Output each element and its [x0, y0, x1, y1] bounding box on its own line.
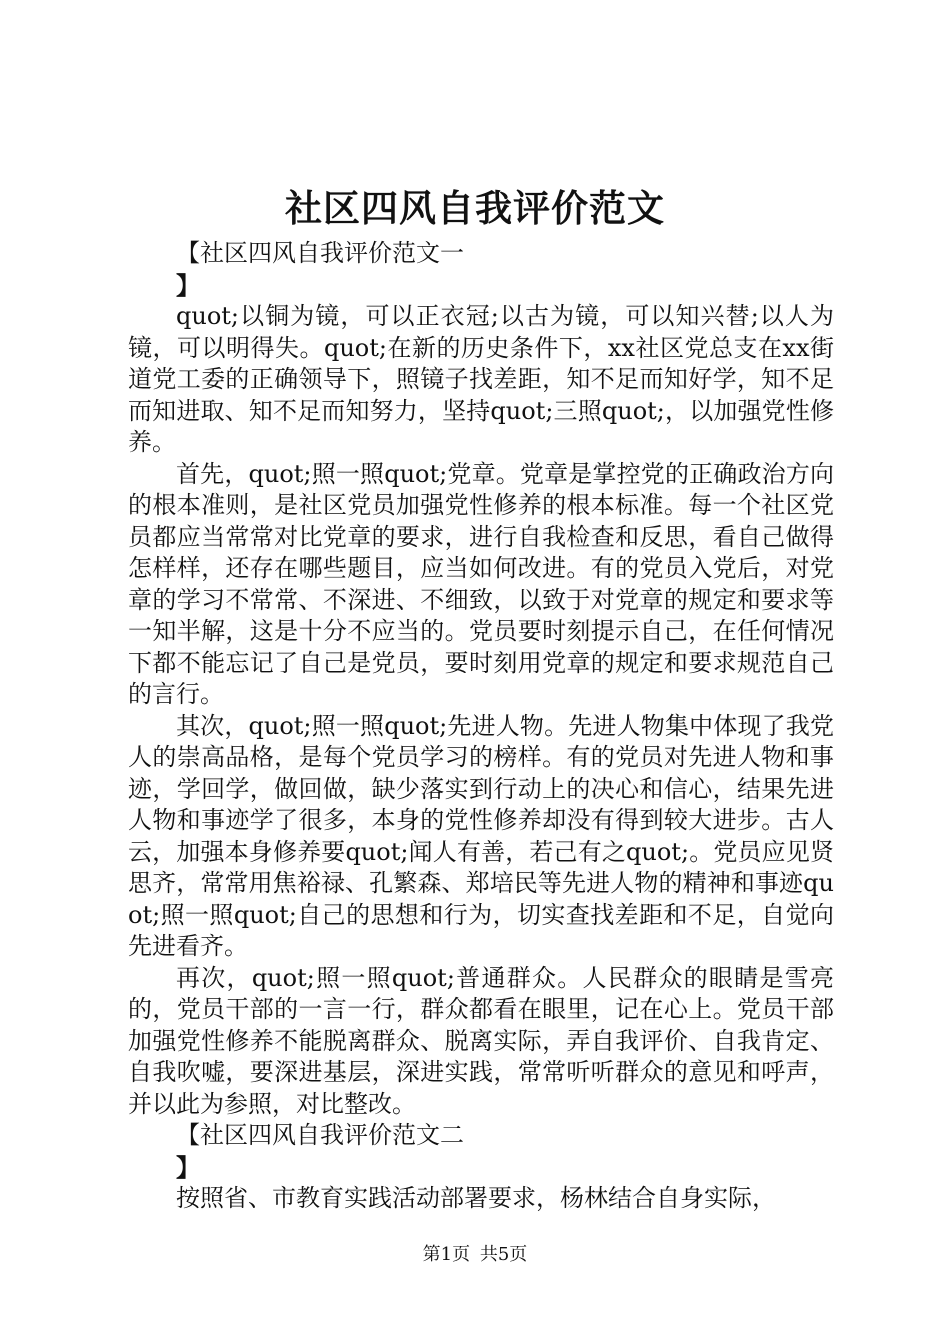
section-heading-2: 【社区四风自我评价范文二: [176, 1121, 464, 1149]
document-title: 社区四风自我评价范文: [285, 186, 665, 230]
section-heading-1: 【社区四风自我评价范文一: [176, 239, 464, 267]
document-body: [128, 238, 834, 1215]
page-footer: [0, 1243, 950, 1267]
paragraph-intro: quot;以铜为镜，可以正衣冠;以古为镜，可以知兴替;以人为镜，可以明得失。quot;在新的历史条件下，xx社区党总支在xx街道党工委的正确领导下，照镜子找差距，知不足而知好学，知不足而知进取、知不足而知努力，坚持quot;三照quot;，以加强党性修养。: [128, 302, 834, 456]
section-heading-2-close-bracket: 】: [176, 1152, 200, 1182]
paragraph-second: 其次，quot;照一照quot;先进人物。先进人物集中体现了我党人的崇高品格，是每个党员学习的榜样。有的党员对先进人物和事迹，学回学，做回做，缺少落实到行动上的决心和信心，结果先进人物和事迹学了很多，本身的党性修养却没有得到较大进步。古人云，加强本身修养要quot;闻人有善，若己有之quot;。党员应见贤思齐，常常用焦裕禄、孔繁森、郑培民等先进人物的精神和事迹quot;照一照quot;自己的思想和行为，切实查找差距和不足，自觉向先进看齐。: [128, 711, 834, 960]
page-number: 第1页: [422, 1244, 471, 1265]
paragraph-section-two-start: 按照省、市教育实践活动部署要求，杨林结合自身实际，: [176, 1184, 776, 1212]
paragraph-first: 首先，quot;照一照quot;党章。党章是掌控党的正确政治方向的根本准则，是社区党员加强党性修养的根本标准。每一个社区党员都应当常常对比党章的要求，进行自我检查和反思，看自己做得怎样样，还存在哪些题目，应当如何改进。有的党员入党后，对党章的学习不常常、不深进、不细致，以致于对党章的规定和要求等一知半解，这是十分不应当的。党员要时刻提示自己，在任何情况下都不能忘记了自己是党员，要时刻用党章的规定和要求规范自己的言行。: [128, 459, 834, 708]
paragraph-third: 再次，quot;照一照quot;普通群众。人民群众的眼睛是雪亮的，党员干部的一言一行，群众都看在眼里，记在心上。党员干部加强党性修养不能脱离群众、脱离实际，弄自我评价、自我肯定、自我吹嘘，要深进基层，深进实践，常常听听群众的意见和呼声，并以此为参照，对比整改。: [128, 963, 834, 1118]
page-total: 共5页: [479, 1244, 528, 1265]
section-heading-1-close-bracket: 】: [176, 270, 200, 300]
